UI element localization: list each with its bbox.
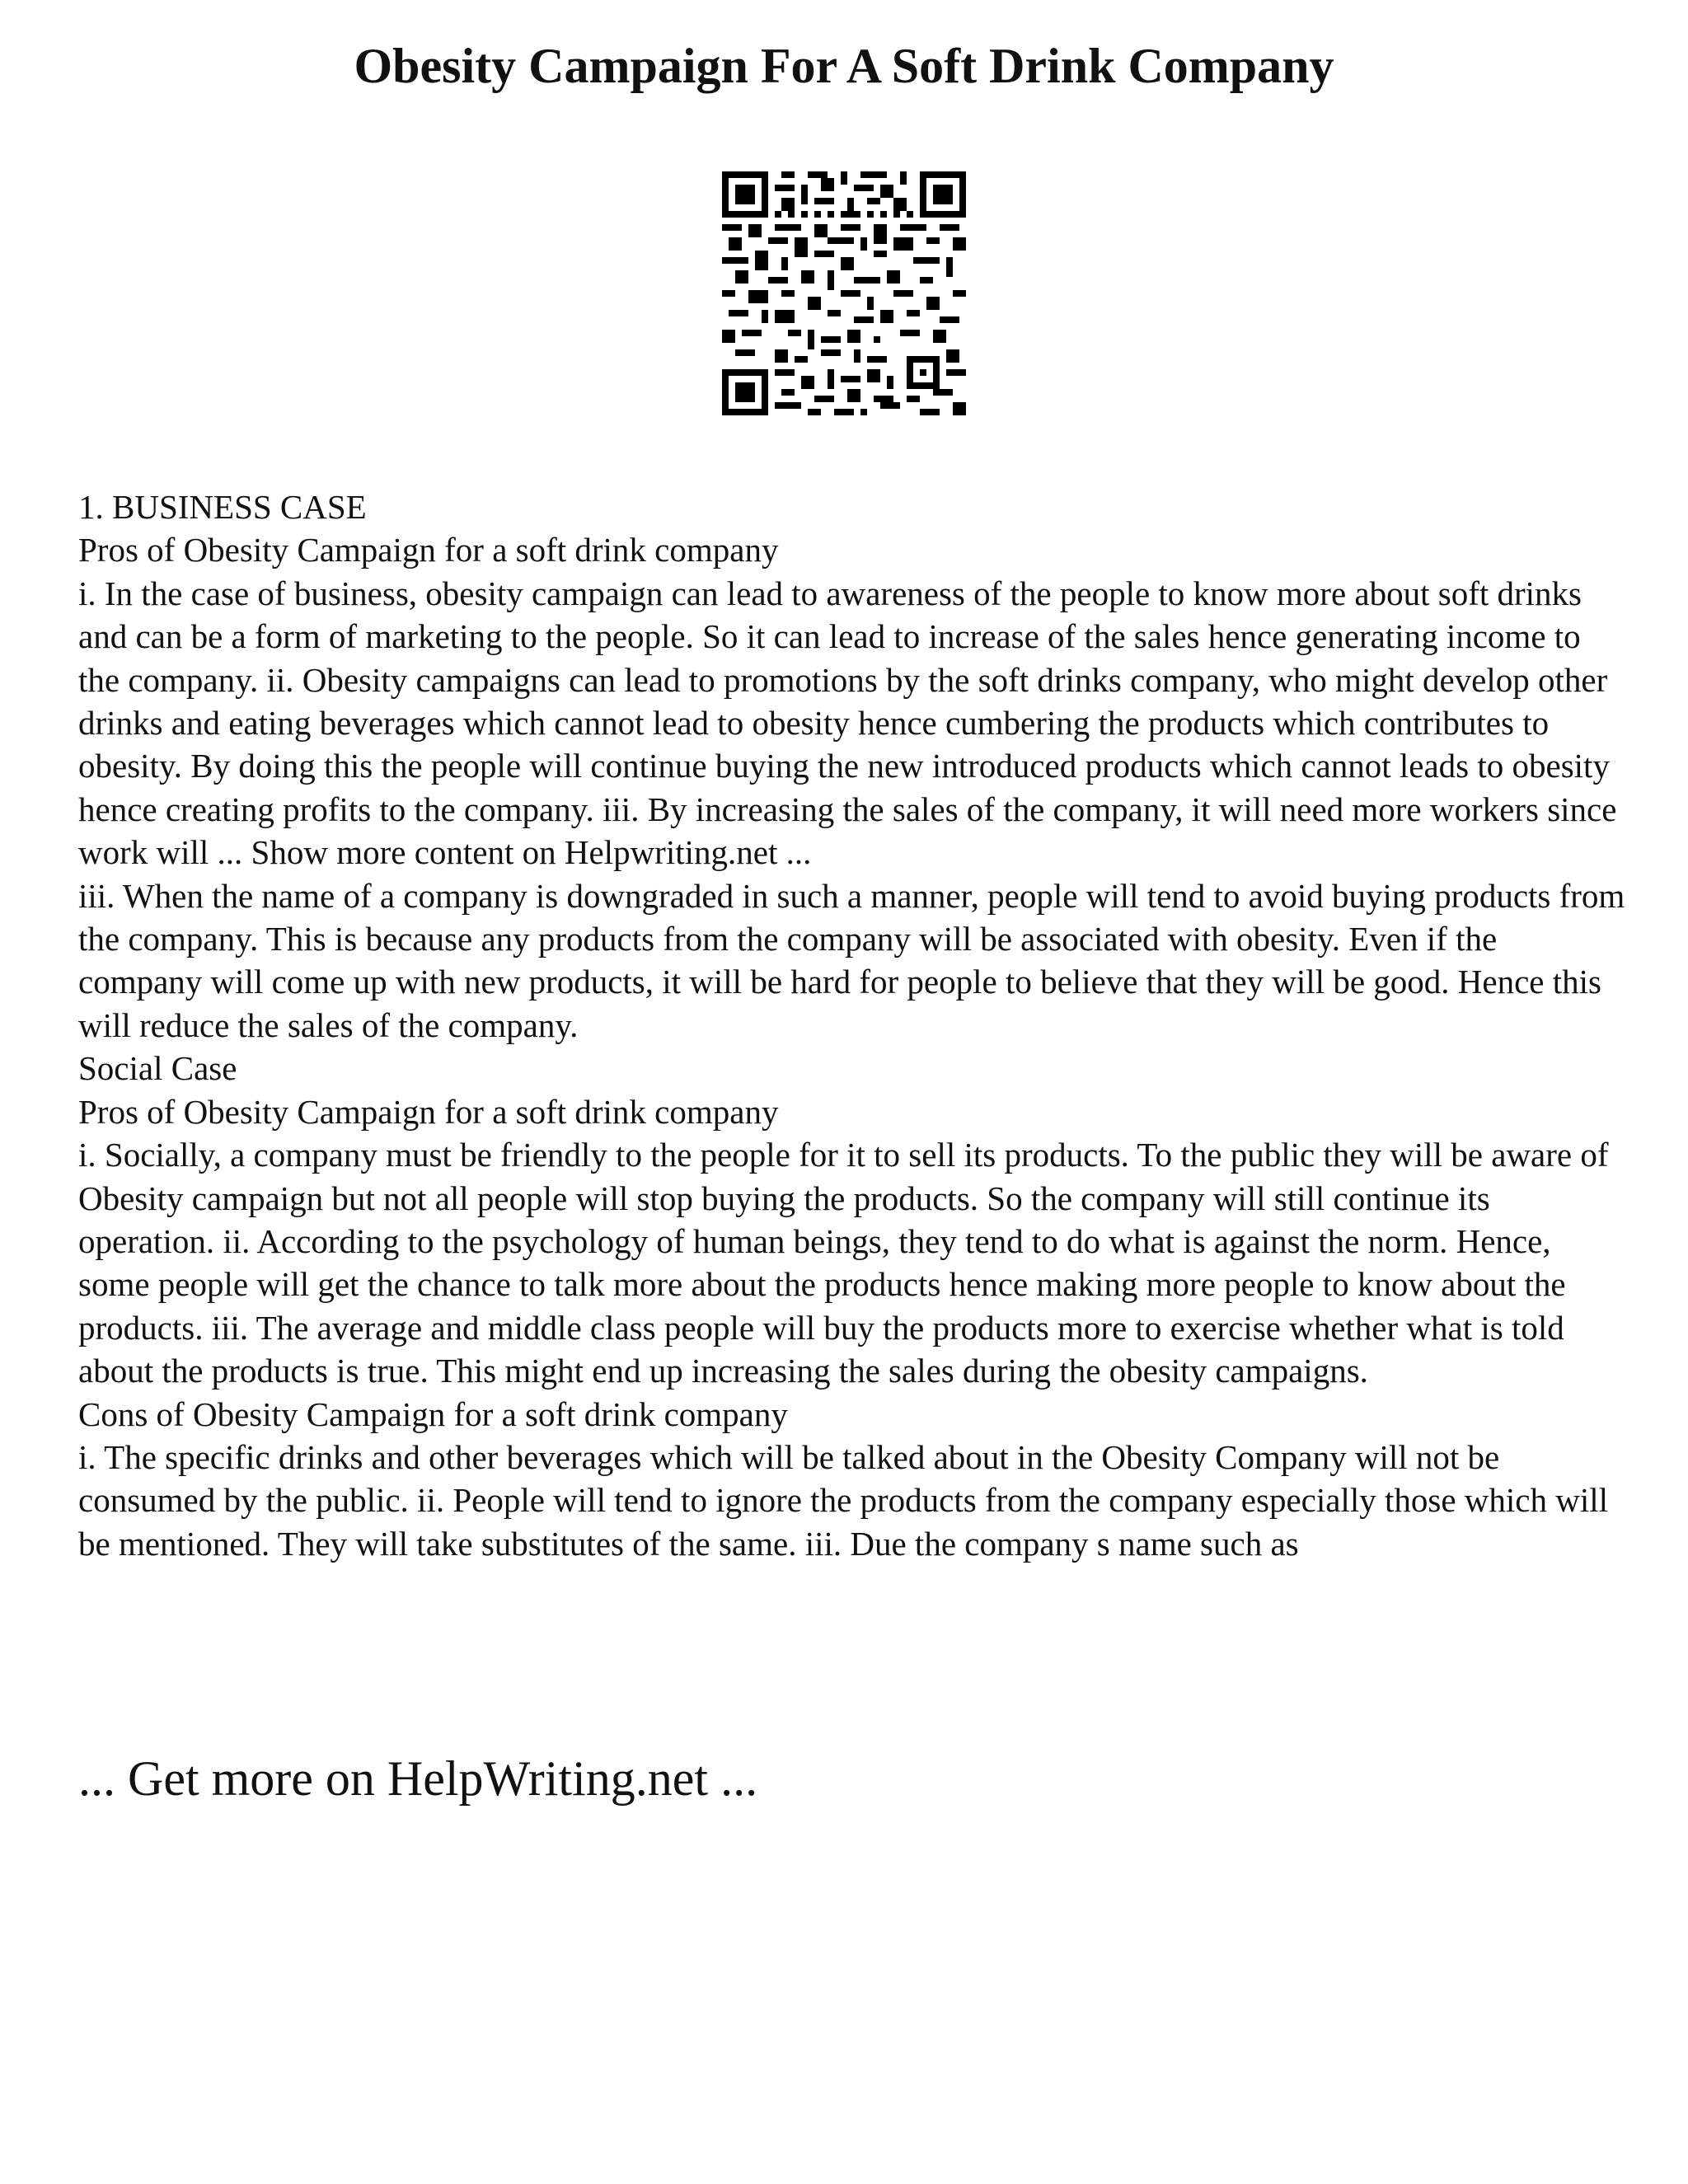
business-pros-heading: Pros of Obesity Campaign for a soft drink company	[78, 531, 779, 569]
business-case-heading: 1. BUSINESS CASE	[78, 488, 367, 526]
get-more-link[interactable]: ... Get more on HelpWriting.net ...	[78, 1751, 758, 1806]
business-cons-paragraph: iii. When the name of a company is downgraded in such a manner, people will tend to avoid buying products from the company. This is because any products from the company will be associated with obesity. Even if the company will come up with new products, it will be hard for people to believe that they will be good. Hence this will reduce the sales of the company.	[78, 876, 1625, 1044]
social-cons-paragraph: i. The specific drinks and other beverages which will be talked about in the Obesity Company will not be consumed by the public. ii. People will tend to ignore the products from the company especially those which will be mentioned. They will take substitutes of the same. iii. Due the company s name such as	[78, 1437, 1608, 1563]
business-pros-paragraph: i. In the case of business, obesity campaign can lead to awareness of the people to know more about soft drinks and can be a form of marketing to the people. So it can lead to increase of the sales hence generating income to the company. ii. Obesity campaigns can lead to promotions by the soft drinks company, who might develop other drinks and eating beverages which cannot lead to obesity hence cumbering the products which contributes to obesity. By doing this the people will continue buying the new introduced products which cannot leads to obesity hence creating profits to the company. iii. By increasing the sales of the company, it will need more workers since work will ... Show more content on Helpwriting.net ...	[78, 574, 1617, 872]
document-title: Obesity Campaign For A Soft Drink Company	[354, 39, 1334, 93]
social-pros-heading: Pros of Obesity Campaign for a soft drink company	[78, 1092, 779, 1131]
social-cons-heading: Cons of Obesity Campaign for a soft drink company	[78, 1394, 788, 1433]
document-body	[78, 485, 1628, 1565]
social-case-heading: Social Case	[78, 1049, 237, 1088]
qr-code-icon	[722, 171, 966, 415]
social-pros-paragraph: i. Socially, a company must be friendly to the people for it to sell its products. To the public they will be aware of Obesity campaign but not all people will stop buying the products. So the company will still continue its operation. ii. According to the psychology of human beings, they tend to do what is against the norm. Hence, some people will get the chance to talk more about the products hence making more people to know about the products. iii. The average and middle class people will buy the products more to exercise whether what is told about the products is true. This might end up increasing the sales during the obesity campaigns.	[78, 1136, 1609, 1390]
